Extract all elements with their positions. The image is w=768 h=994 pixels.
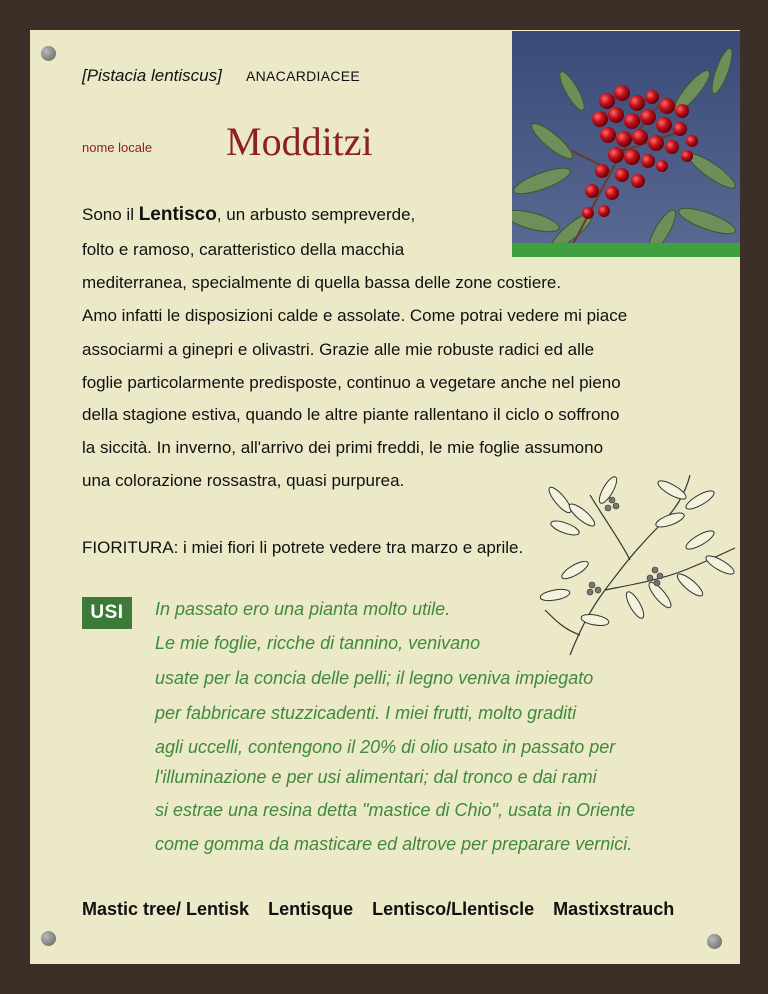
usi-badge: USI: [82, 597, 132, 629]
lentisk-berries-photo: [512, 31, 740, 257]
usi-line: Le mie foglie, ricche di tannino, venivano: [155, 633, 481, 653]
usi-line: per fabbricare stuzzicadenti. I miei frutti, molto graditi: [155, 703, 577, 723]
common-name: Lentisco: [138, 204, 217, 225]
description-line: associarmi a ginepri e olivastri. Grazie alle mie robuste radici ed alle: [82, 340, 595, 359]
description-line: della stagione estiva, quando le altre piante rallentano il ciclo o soffrono: [82, 405, 620, 424]
usi-line: come gomma da masticare ed altrove per preparare vernici.: [155, 834, 633, 854]
usi-line: si estrae una resina detta "mastice di Chio", usata in Oriente: [155, 800, 636, 820]
flowering-info: FIORITURA: i miei fiori li potrete vedere tra marzo e aprile.: [82, 538, 524, 557]
translation-english: Mastic tree/ Lentisk: [82, 899, 250, 919]
usi-line: agli uccelli, contengono il 20% di olio usato in passato per: [155, 737, 616, 757]
bolt-icon: [707, 934, 722, 949]
local-name-label: nome locale: [82, 140, 153, 155]
description-line: mediterranea, specialmente di quella bassa delle zone costiere.: [82, 273, 562, 292]
description-line: foglie particolarmente predisposte, continuo a vegetare anche nel pieno: [82, 373, 621, 392]
translation-french: Lentisque: [268, 899, 354, 919]
local-name: Modditzi: [226, 119, 373, 164]
description-line: la siccità. In inverno, all'arrivo dei primi freddi, le mie foglie assumono: [82, 438, 604, 457]
usi-line: usate per la concia delle pelli; il legno veniva impiegato: [155, 668, 594, 688]
lentisk-branch-illustration: [520, 470, 740, 660]
bolt-icon: [41, 46, 56, 61]
bolt-icon: [41, 931, 56, 946]
translation-spanish-catalan: Lentisco/Llentiscle: [372, 899, 535, 919]
usi-line: In passato ero una pianta molto utile.: [155, 599, 451, 619]
description-line: Amo infatti le disposizioni calde e assolate. Come potrai vedere mi piace: [82, 306, 628, 325]
usi-line: l'illuminazione e per usi alimentari; dal tronco e dai rami: [155, 767, 597, 787]
translation-german: Mastixstrauch: [553, 899, 675, 919]
scientific-name: [Pistacia lentiscus]: [82, 66, 222, 85]
description-intro: Sono il Lentisco, un arbusto sempreverde,: [82, 204, 416, 225]
translations: [82, 899, 688, 920]
plant-family: ANACARDIACEE: [246, 68, 361, 84]
description-line: una colorazione rossastra, quasi purpurea.: [82, 471, 405, 490]
description-line: folto e ramoso, caratteristico della macchia: [82, 240, 405, 259]
